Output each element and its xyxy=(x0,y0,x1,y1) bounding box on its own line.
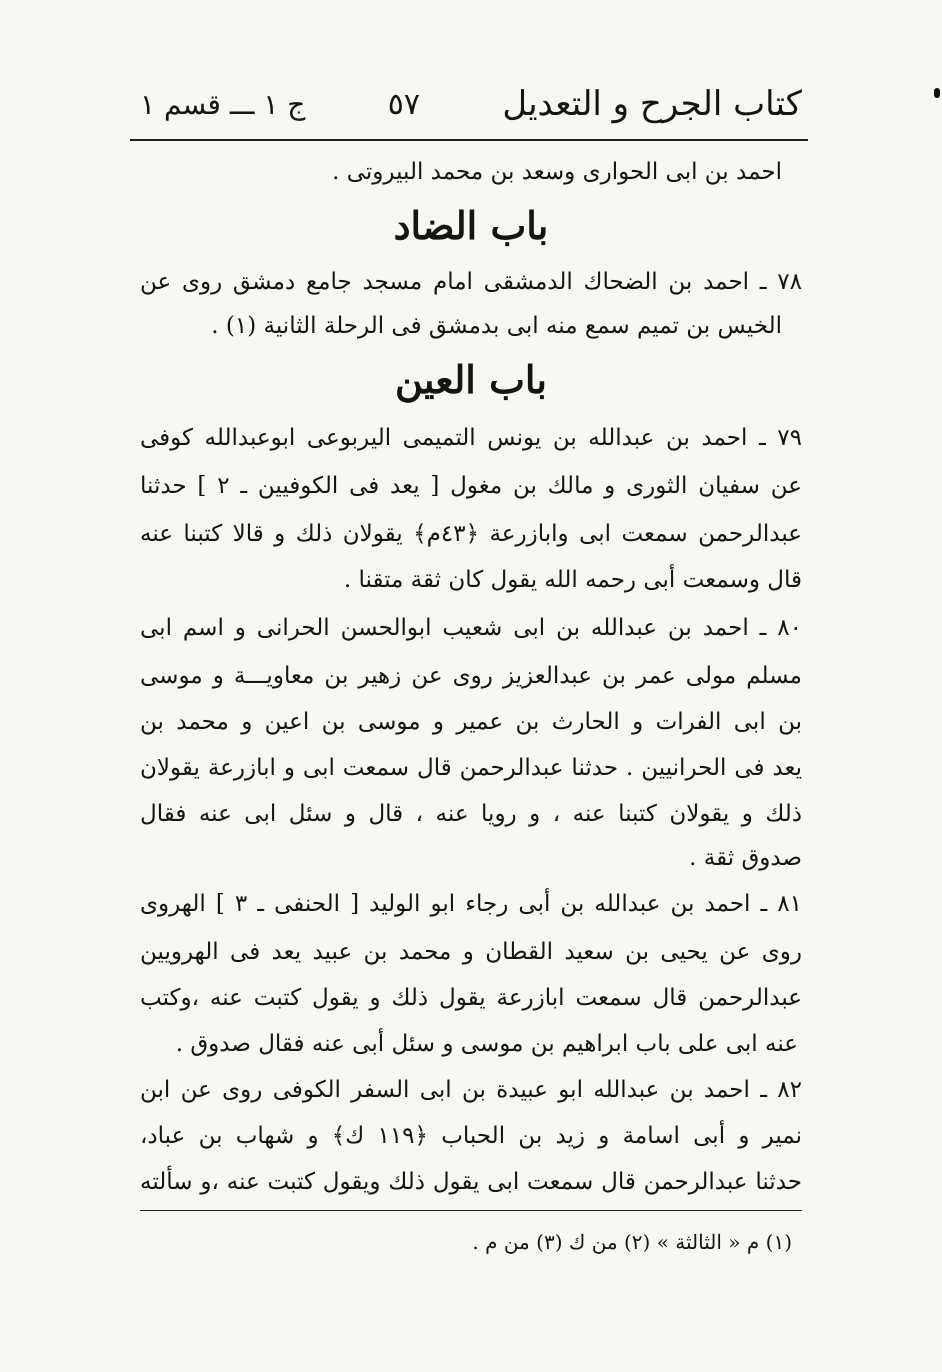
section-heading: باب العين xyxy=(394,357,548,402)
margin-mark xyxy=(934,88,940,98)
text-line: ذلك و يقولان كتبنا عنه ، و رويا عنه ، قال و سئل ابى عنه فقال xyxy=(140,801,802,827)
text-line: مسلم مولى عمر بن عبدالعزيز روى عن زهير بن معاويـــة و موسى xyxy=(140,663,802,689)
text-line: ٧٨ ـ احمد بن الضحاك الدمشقى امام مسجد جامع دمشق روى عن xyxy=(140,269,802,295)
text-line: صدوق ثقة . xyxy=(689,845,802,871)
text-line: عنه ابى على باب ابراهيم بن موسى و سئل أبى عنه فقال صدوق . xyxy=(175,1031,798,1057)
text-line: ٨٢ ـ احمد بن عبدالله ابو عبيدة بن ابى السفر الكوفى روى عن ابن xyxy=(140,1077,802,1103)
header-rule xyxy=(130,139,808,141)
text-line: احمد بن ابى الحوارى وسعد بن محمد البيروتى . xyxy=(332,159,782,185)
text-line: نمير و أبى اسامة و زيد بن الحباب ﴿١١٩ ك﴾ و شهاب بن عباد، xyxy=(140,1123,802,1149)
text-line: عبدالرحمن سمعت ابى وابازرعة ﴿٤٣م﴾ يقولان ذلك و قالا كتبنا عنه xyxy=(140,521,802,547)
volume-part: ج ١ ـــ قسم ١ xyxy=(140,87,306,121)
text-line: الخيس بن تميم سمع منه ابى بدمشق فى الرحلة الثانية (١) . xyxy=(211,313,782,339)
text-line: ٧٩ ـ احمد بن عبدالله بن يونس التميمى اليربوعى ابوعبدالله كوفى xyxy=(140,425,802,451)
text-line: ٨٠ ـ احمد بن عبدالله بن ابى شعيب ابوالحسن الحرانى و اسم ابى xyxy=(140,615,802,641)
text-line: يعد فى الحرانيين . حدثنا عبدالرحمن قال سمعت ابى و ابازرعة يقولان xyxy=(140,755,802,781)
text-line: ٨١ ـ احمد بن عبدالله بن أبى رجاء ابو الوليد [ الحنفى ـ ٣ ] الهروى xyxy=(140,891,802,917)
text-line: عبدالرحمن قال سمعت ابازرعة يقول ذلك و يقول كتبت عنه ،وكتب xyxy=(140,985,802,1011)
text-line: قال وسمعت أبى رحمه الله يقول كان ثقة متقنا . xyxy=(343,567,802,593)
section-heading: باب الضاد xyxy=(393,203,549,248)
footnote-rule xyxy=(140,1210,802,1211)
page-number: ٥٧ xyxy=(387,86,420,122)
footnotes: (١) م « الثالثة » (٢) من ك (٣) من م . xyxy=(472,1230,792,1254)
text-line: بن ابى الفرات و الحارث بن عمير و موسى بن اعين و محمد بن xyxy=(140,709,802,735)
book-title: كتاب الجرح و التعديل xyxy=(502,84,802,124)
text-line: روى عن يحيى بن سعيد القطان و محمد بن عبيد يعد فى الهرويين xyxy=(140,939,802,965)
page-header xyxy=(140,78,802,130)
text-line: عن سفيان الثورى و مالك بن مغول [ يعد فى الكوفيين ـ ٢ ] حدثنا xyxy=(140,473,802,499)
text-line: حدثنا عبدالرحمن قال سمعت ابى يقول ذلك ويقول كتبت عنه ،و سألته xyxy=(140,1169,802,1195)
